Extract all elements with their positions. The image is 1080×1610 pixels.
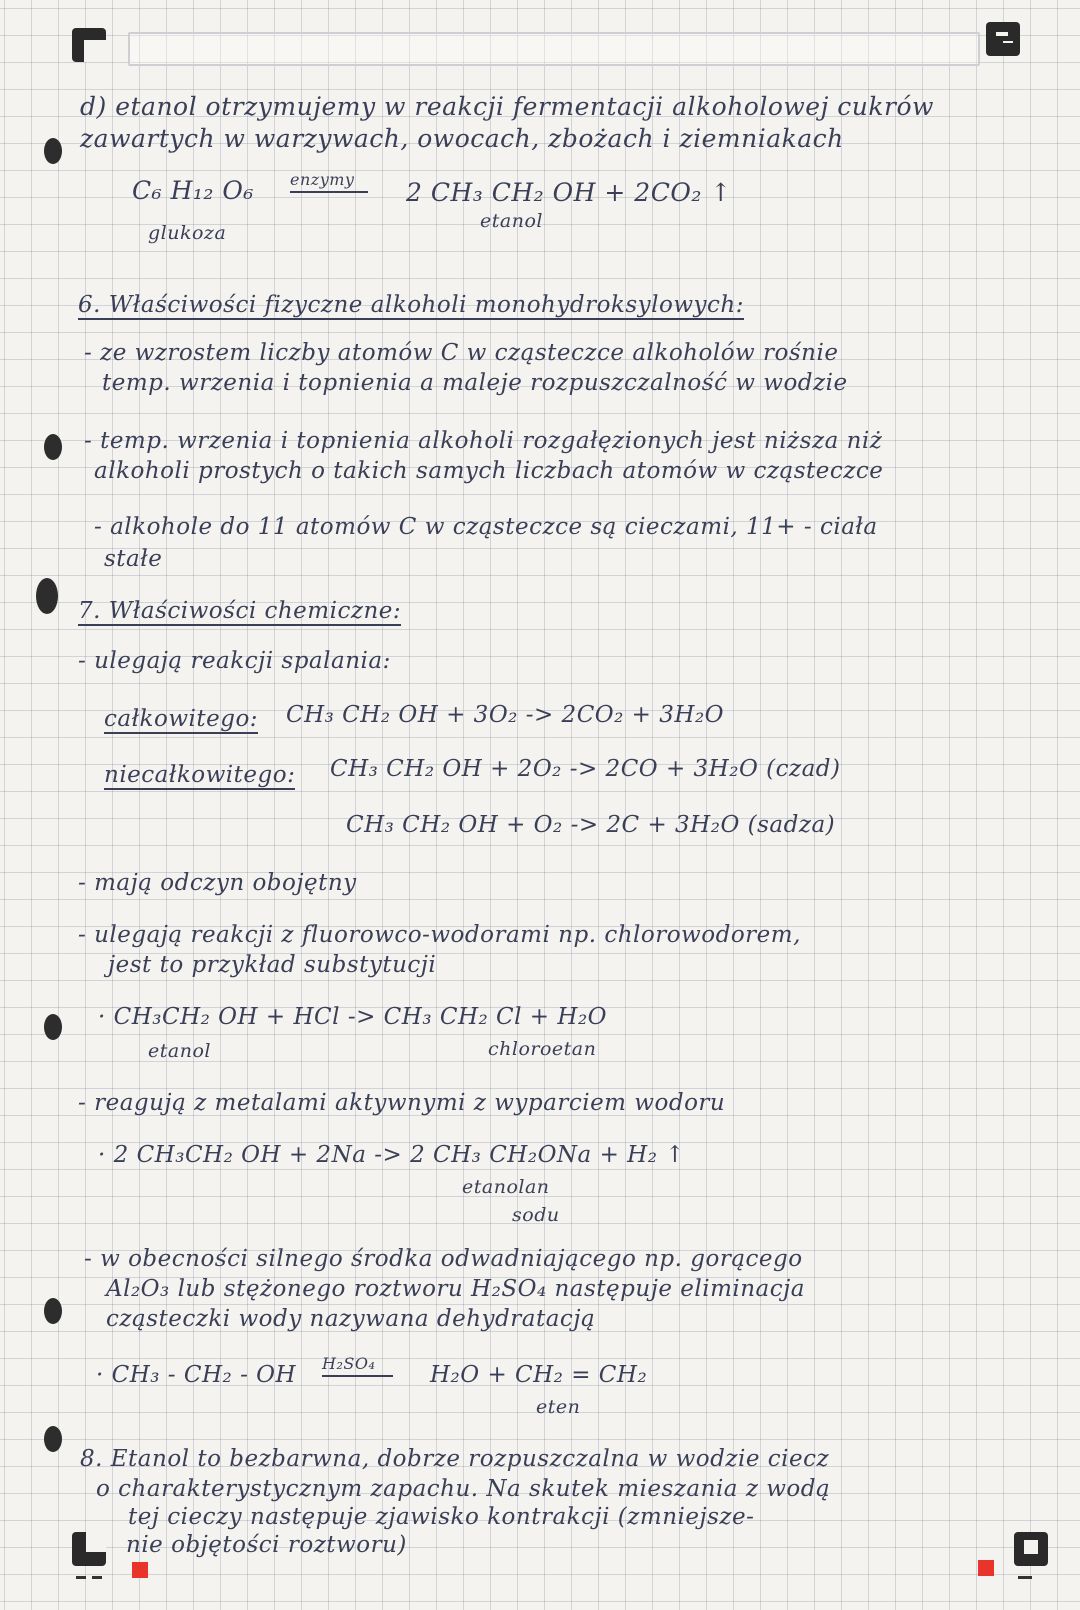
s8-l1: 8. Etanol to bezbarwna, dobrze rozpuszczalna w wodzie ciecz [80, 1446, 830, 1472]
binder-hole [44, 138, 62, 164]
s6-b2-l1: - temp. wrzenia i topnienia alkoholi rozgałęzionych jest niższa niż [84, 428, 883, 454]
s7-full-eq: CH₃ CH₂ OH + 3O₂ -> 2CO₂ + 3H₂O [286, 702, 725, 728]
corner-marker-icon [72, 28, 106, 62]
s7-hcl-eq: · CH₃CH₂ OH + HCl -> CH₃ CH₂ Cl + H₂O [98, 1004, 608, 1030]
marker-dash [76, 1576, 86, 1579]
s7-b3-l1: - ulegają reakcji z fluorowco-wodorami np. chlorowodorem, [78, 922, 801, 948]
s7-na-eq: · 2 CH₃CH₂ OH + 2Na -> 2 CH₃ CH₂ONa + H₂ ↑ [98, 1142, 686, 1168]
s7-na-name2: sodu [512, 1204, 560, 1226]
s7-b2: - mają odczyn obojętny [78, 870, 357, 896]
d-line1: d) etanol otrzymujemy w reakcji fermentacji alkoholowej cukrów [80, 92, 934, 121]
red-marker-icon [132, 1562, 148, 1578]
marker-dash [92, 1576, 102, 1579]
d-line2: zawartych w warzywach, owocach, zbożach i ziemniakach [80, 124, 844, 153]
marker-dash [1018, 1576, 1032, 1579]
corner-marker-icon [1014, 1532, 1048, 1566]
corner-marker-icon [986, 22, 1020, 56]
s8-l2: o charakterystycznym zapachu. Na skutek mieszania z wodą [96, 1476, 831, 1502]
binder-hole [44, 434, 62, 460]
s7-full-label: całkowitego: [104, 706, 259, 732]
s7-dehyd-catalyst: H₂SO₄ [322, 1354, 393, 1377]
s6-b1-l1: - ze wzrostem liczby atomów C w cząsteczce alkoholów rośnie [84, 340, 839, 366]
header-field[interactable] [128, 32, 980, 66]
s7-b5-l3: cząsteczki wody nazywana dehydratacją [106, 1306, 596, 1332]
s8-l4: nie objętości roztworu) [126, 1532, 407, 1558]
s7-b5-l2: Al₂O₃ lub stężonego roztworu H₂SO₄ następuje eliminacja [106, 1276, 805, 1302]
s6-b1-l2: temp. wrzenia i topnienia a maleje rozpuszczalność w wodzie [102, 370, 848, 396]
s7-b1: - ulegają reakcji spalania: [78, 648, 391, 674]
s8-l3: tej cieczy następuje zjawisko kontrakcji (zmniejsze- [128, 1504, 755, 1530]
binder-hole [36, 578, 58, 614]
s6-b2-l2: alkoholi prostych o takich samych liczbach atomów w cząsteczce [94, 458, 884, 484]
red-marker-icon [978, 1560, 994, 1576]
s7-dehyd-lhs: · CH₃ - CH₂ - OH [96, 1362, 297, 1388]
s7-dehyd-rhs: H₂O + CH₂ = CH₂ [430, 1362, 648, 1388]
d-rhs-name: etanol [480, 210, 543, 232]
corner-marker-icon [72, 1532, 106, 1566]
s6-b3-l2: stałe [104, 546, 163, 572]
s6-heading: 6. Właściwości fizyczne alkoholi monohydroksylowych: [78, 292, 744, 318]
d-eq-rhs: 2 CH₃ CH₂ OH + 2CO₂ ↑ [406, 178, 732, 207]
s6-b3-l1: - alkohole do 11 atomów C w cząsteczce są cieczami, 11+ - ciała [94, 514, 878, 540]
s7-inc-eq2: CH₃ CH₂ OH + O₂ -> 2C + 3H₂O (sadza) [346, 812, 836, 838]
d-eq-arrow: enzymy [290, 170, 368, 193]
s7-na-name1: etanolan [462, 1176, 550, 1198]
s7-dehyd-name: eten [536, 1396, 581, 1418]
s7-hcl-left-name: etanol [148, 1040, 211, 1062]
s7-b3-l2: jest to przykład substytucji [108, 952, 437, 978]
binder-hole [44, 1426, 62, 1452]
s7-b4: - reagują z metalami aktywnymi z wyparciem wodoru [78, 1090, 726, 1116]
s7-inc-label: niecałkowitego: [104, 762, 296, 788]
binder-hole [44, 1298, 62, 1324]
s7-inc-eq1: CH₃ CH₂ OH + 2O₂ -> 2CO + 3H₂O (czad) [330, 756, 841, 782]
d-lhs-name: glukoza [148, 222, 227, 244]
binder-hole [44, 1014, 62, 1040]
d-eq-lhs: C₆ H₁₂ O₆ [132, 176, 254, 205]
s7-b5-l1: - w obecności silnego środka odwadniającego np. gorącego [84, 1246, 803, 1272]
s7-hcl-right-name: chloroetan [488, 1038, 597, 1060]
s7-heading: 7. Właściwości chemiczne: [78, 598, 402, 624]
